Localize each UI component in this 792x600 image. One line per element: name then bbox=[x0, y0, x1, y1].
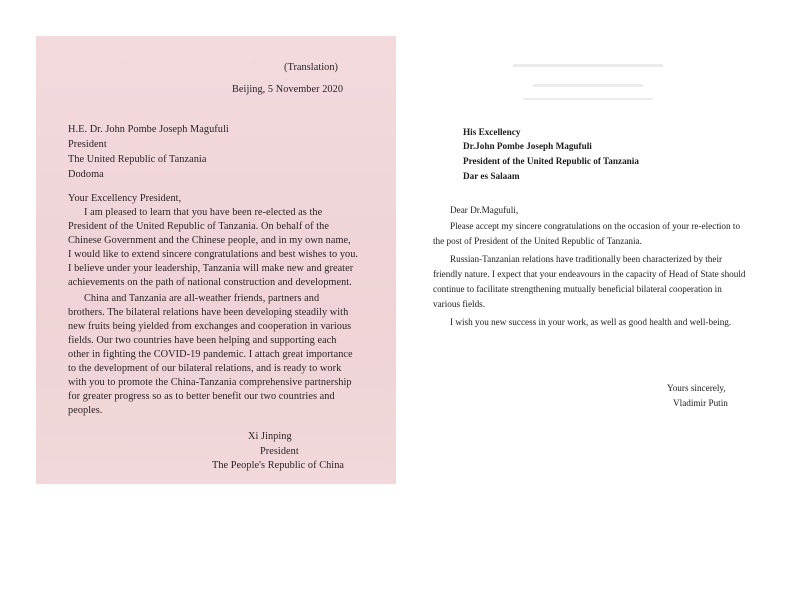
recipient-line: The United Republic of Tanzania bbox=[68, 154, 207, 165]
signature-name: Xi Jinping bbox=[248, 431, 292, 442]
signature-name: Vladimir Putin bbox=[673, 398, 728, 408]
body-line: I am pleased to learn that you have been re-elected as the bbox=[84, 207, 323, 218]
letterhead-show-through bbox=[533, 84, 643, 87]
body-line: Please accept my sincere congratulations on the occasion of your re-election to bbox=[450, 221, 741, 231]
recipient-line: Dar es Salaam bbox=[463, 171, 520, 181]
body-line: fields. Our two countries have been helping and supporting each bbox=[68, 335, 337, 346]
body-line: Russian-Tanzanian relations have traditionally been characterized by their bbox=[450, 254, 723, 264]
letter-date: Beijing, 5 November 2020 bbox=[232, 84, 344, 95]
body-line: other in fighting the COVID-19 pandemic. I attach great importance bbox=[68, 349, 353, 360]
body-line: various fields. bbox=[433, 299, 486, 309]
recipient-line: Dodoma bbox=[68, 169, 104, 180]
closing: Yours sincerely, bbox=[667, 383, 726, 393]
body-line: continue to facilitate strengthening mutually beneficial bilateral cooperation in bbox=[433, 284, 722, 294]
body-line: I would like to extend sincere congratulations and best wishes to you. bbox=[68, 249, 359, 260]
xi-jinping-letter bbox=[36, 36, 396, 484]
body-line: peoples. bbox=[68, 405, 103, 416]
body-line: friendly nature. I expect that your endeavours in the capacity of Head of State should bbox=[433, 269, 746, 279]
recipient-line: His Excellency bbox=[463, 127, 521, 137]
body-line: with you to promote the China-Tanzania comprehensive partnership bbox=[68, 377, 352, 388]
body-line: brothers. The bilateral relations have been developing steadily with bbox=[68, 307, 349, 318]
salutation: Dear Dr.Magufuli, bbox=[450, 205, 519, 215]
letterhead-show-through bbox=[523, 98, 653, 100]
body-line: the post of President of the United Republic of Tanzania. bbox=[433, 236, 642, 246]
recipient-line: Dr.John Pombe Joseph Magufuli bbox=[463, 141, 592, 151]
signature-title: President bbox=[260, 446, 299, 457]
recipient-line: President of the United Republic of Tanzania bbox=[463, 156, 639, 166]
body-line: I believe under your leadership, Tanzania will make new and greater bbox=[68, 263, 354, 274]
body-line: for greater progress so as to better benefit our two countries and bbox=[68, 391, 335, 402]
body-line: I wish you new success in your work, as well as good health and well-being. bbox=[450, 317, 732, 327]
body-line: new fruits being yielded from exchanges and cooperation in various bbox=[68, 321, 352, 332]
letterhead-show-through bbox=[513, 64, 663, 67]
signature-country: The People's Republic of China bbox=[212, 460, 345, 471]
body-line: achievements on the path of national construction and development. bbox=[68, 277, 352, 288]
body-line: to the development of our bilateral relations, and is ready to work bbox=[68, 363, 342, 374]
body-line: China and Tanzania are all-weather friends, partners and bbox=[84, 293, 320, 304]
vladimir-putin-letter bbox=[413, 36, 768, 484]
body-line: Chinese Government and the Chinese people, and in my own name, bbox=[68, 235, 351, 246]
body-line: President of the United Republic of Tanzania. On behalf of the bbox=[68, 221, 329, 232]
salutation: Your Excellency President, bbox=[68, 193, 182, 204]
translation-note: (Translation) bbox=[284, 62, 339, 73]
recipient-line: H.E. Dr. John Pombe Joseph Magufuli bbox=[68, 124, 229, 135]
recipient-line: President bbox=[68, 139, 107, 150]
